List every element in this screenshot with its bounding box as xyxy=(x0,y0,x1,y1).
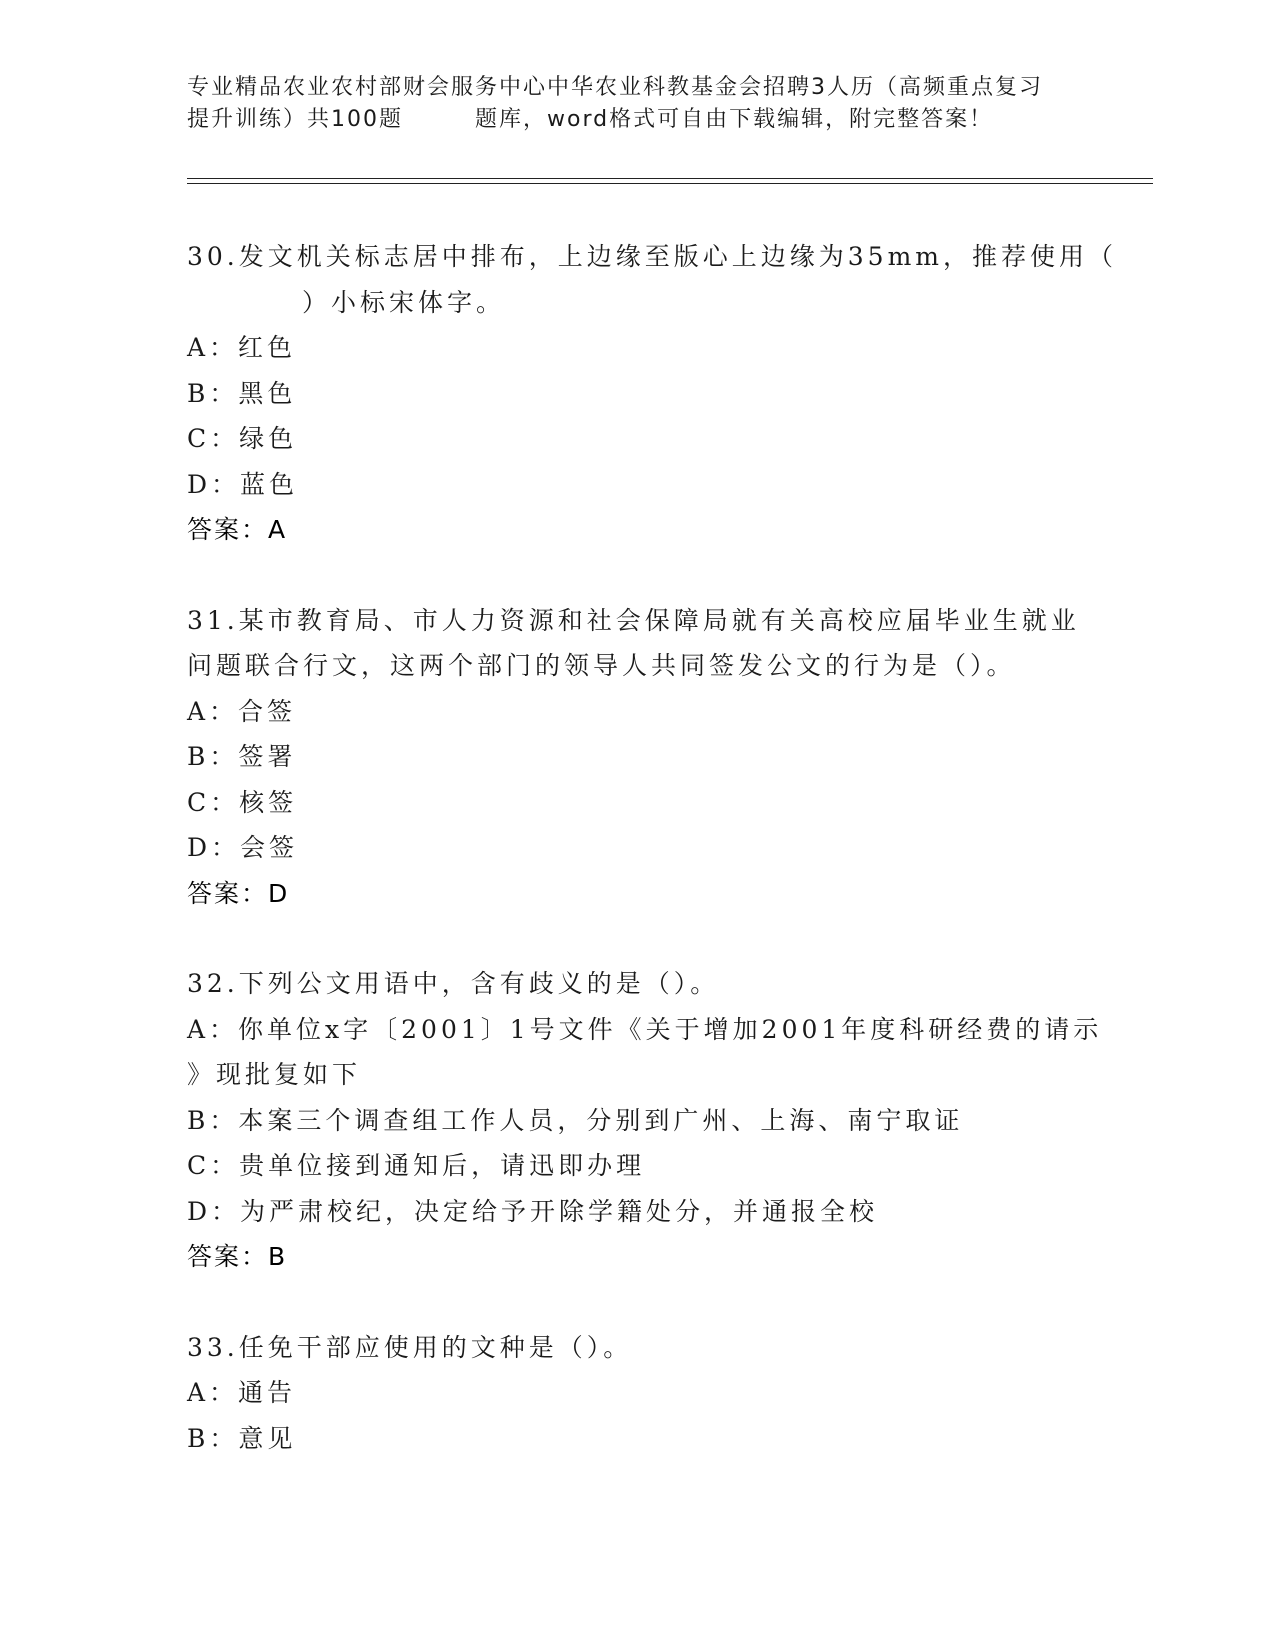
option-a: A：合签 xyxy=(187,696,297,726)
answer: 答案：D xyxy=(187,878,290,908)
header-line-1: 专业精品农业农村部财会服务中心中华农业科教基金会招聘3人历（高频重点复习 xyxy=(187,75,1043,100)
option-b: B：本案三个调查组工作人员，分别到广州、上海、南宁取证 xyxy=(187,1105,964,1135)
header-line-2 xyxy=(187,104,1087,136)
header-line-2-right: 题库，word格式可自由下载编辑，附完整答案！ xyxy=(475,107,994,132)
document-header xyxy=(187,72,1087,136)
question-31 xyxy=(187,598,1087,917)
question-stem-continued: 问题联合行文，这两个部门的领导人共同签发公文的行为是（）。 xyxy=(187,651,1016,680)
question-stem: 30.发文机关标志居中排布，上边缘至版心上边缘为35mm，推荐使用（ xyxy=(187,242,1117,271)
answer: 答案：A xyxy=(187,515,288,544)
option-c: C：核签 xyxy=(187,787,298,817)
header-divider-bottom xyxy=(187,183,1153,184)
question-stem-continued: ）小标宋体字。 xyxy=(302,287,506,317)
option-b: B：意见 xyxy=(187,1423,297,1453)
question-33 xyxy=(187,1325,1087,1462)
option-b: B：签署 xyxy=(187,742,297,771)
header-divider-top xyxy=(187,178,1153,179)
option-d: D：会签 xyxy=(187,833,299,862)
header-line-2-left: 提升训练）共100题 xyxy=(187,107,403,132)
option-a-continued: 》现批复如下 xyxy=(187,1060,362,1089)
option-d: D：为严肃校纪，决定给予开除学籍处分，并通报全校 xyxy=(187,1196,879,1226)
option-b: B：黑色 xyxy=(187,378,297,408)
question-30 xyxy=(187,234,1117,553)
question-list xyxy=(187,234,1117,1506)
option-a: A：红色 xyxy=(187,333,297,362)
question-stem: 33.任免干部应使用的文种是（）。 xyxy=(187,1332,633,1362)
answer: 答案：B xyxy=(187,1242,288,1271)
option-c: C：贵单位接到通知后，请迅即办理 xyxy=(187,1151,646,1180)
option-a: A：你单位x字〔2001〕1号文件《关于增加2001年度科研经费的请示 xyxy=(187,1014,1103,1044)
question-stem: 32.下列公文用语中，含有歧义的是（）。 xyxy=(187,969,720,998)
option-c: C：绿色 xyxy=(187,424,298,453)
question-stem: 31.某市教育局、市人力资源和社会保障局就有关高校应届毕业生就业 xyxy=(187,605,1080,635)
question-32 xyxy=(187,961,1103,1280)
option-d: D：蓝色 xyxy=(187,469,299,499)
option-a: A：通告 xyxy=(187,1378,297,1407)
